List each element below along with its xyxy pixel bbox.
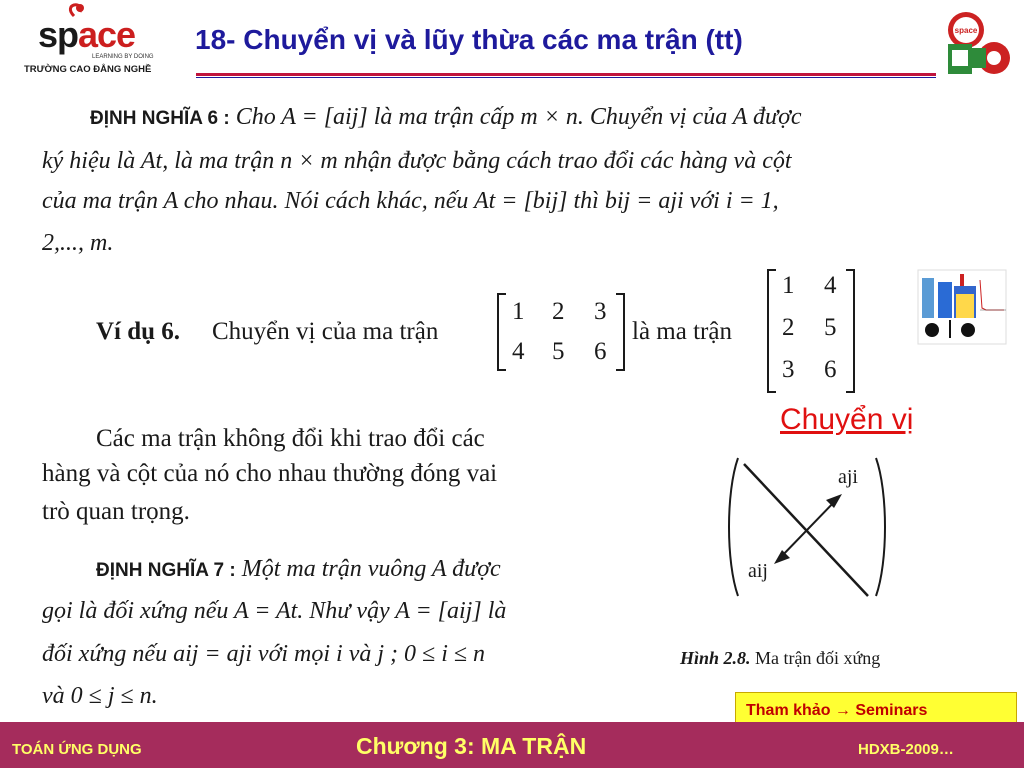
definition6-text-1: Cho A = [aij] là ma trận cấp m × n. Chuyển vị của A được xyxy=(235,104,802,130)
matrix-a-cell: 6 xyxy=(594,338,607,365)
definition7-text-1: Một ma trận vuông A được xyxy=(241,556,501,582)
reference-link[interactable]: Tham khảo → Seminars xyxy=(746,702,928,719)
definition7-label: ĐỊNH NGHĨA 7 : xyxy=(96,560,236,581)
logo-tagline: LEARNING BY DOING xyxy=(92,54,154,60)
matrix-a-cell: 4 xyxy=(512,338,525,365)
label-aij: aij xyxy=(748,560,768,582)
definition6-line-2: ký hiệu là At, là ma trận n × m nhận được bằng cách trao đổi các hàng và cột xyxy=(42,148,792,174)
figure-caption-text: Ma trận đối xứng xyxy=(755,648,881,668)
logo-wordmark: space xyxy=(38,14,136,55)
definition7-line-4: và 0 ≤ j ≤ n. xyxy=(42,683,158,709)
paragraph-line-1: Các ma trận không đổi khi trao đổi các xyxy=(96,425,485,452)
footer-chapter: Chương 3: MA TRẬN xyxy=(356,733,587,759)
matrix-a xyxy=(496,292,626,372)
matrix-at-cell: 3 xyxy=(782,356,795,383)
logo-school-name: TRƯỜNG CAO ĐẲNG NGHỀ xyxy=(24,64,152,75)
pressure-chart-icon xyxy=(916,268,1008,346)
example6-label: Ví dụ 6. xyxy=(96,318,181,345)
matrix-a-cell: 5 xyxy=(552,338,565,365)
slide-title: 18- Chuyển vị và lũy thừa các ma trận (tt) xyxy=(195,24,743,55)
footer-publisher: HDXB-2009… xyxy=(858,741,954,758)
title-divider-thin xyxy=(196,77,936,78)
footer-course: TOÁN ỨNG DỤNG xyxy=(12,741,142,758)
title-divider xyxy=(196,73,936,76)
matrix-at-cell: 4 xyxy=(824,272,837,299)
matrix-at-cell: 2 xyxy=(782,314,795,341)
svg-text:space: space xyxy=(954,26,978,35)
definition6-label: ĐỊNH NGHĨA 6 : xyxy=(90,108,230,129)
gear-seal-icon xyxy=(942,8,1020,78)
definition6-line-3: của ma trận A cho nhau. Nói cách khác, nếu At = [bij] thì bij = aji với i = 1, xyxy=(42,188,779,214)
definition7-line-2: gọi là đối xứng nếu A = At. Như vậy A = [aij] là xyxy=(42,598,507,624)
figure-caption-prefix: Hình 2.8. xyxy=(680,648,751,668)
matrix-a-cell: 2 xyxy=(552,298,565,325)
matrix-at-cell: 5 xyxy=(824,314,837,341)
matrix-a-cell: 1 xyxy=(512,298,525,325)
matrix-at-brackets xyxy=(766,268,856,394)
example6-middle-text: là ma trận xyxy=(632,318,732,345)
matrix-at-cell: 1 xyxy=(782,272,795,299)
transpose-heading: Chuyển vị xyxy=(780,403,914,436)
figure-caption xyxy=(680,648,880,669)
paragraph-line-2: hàng và cột của nó cho nhau thường đóng vai xyxy=(42,460,498,487)
matrix-at xyxy=(766,268,856,394)
example6-text: Chuyển vị của ma trận xyxy=(212,318,439,345)
label-aji: aji xyxy=(838,466,858,488)
definition7-line-3: đối xứng nếu aij = aji với mọi i và j ; 0 ≤ i ≤ n xyxy=(42,641,486,667)
matrix-at-cell: 6 xyxy=(824,356,837,383)
matrix-a-cell: 3 xyxy=(594,298,607,325)
definition6-line-4: 2,..., m. xyxy=(42,230,114,256)
definition6-line-1 xyxy=(90,104,802,131)
definition7-line-1 xyxy=(96,556,501,583)
paragraph-line-3: trò quan trọng. xyxy=(42,498,190,525)
